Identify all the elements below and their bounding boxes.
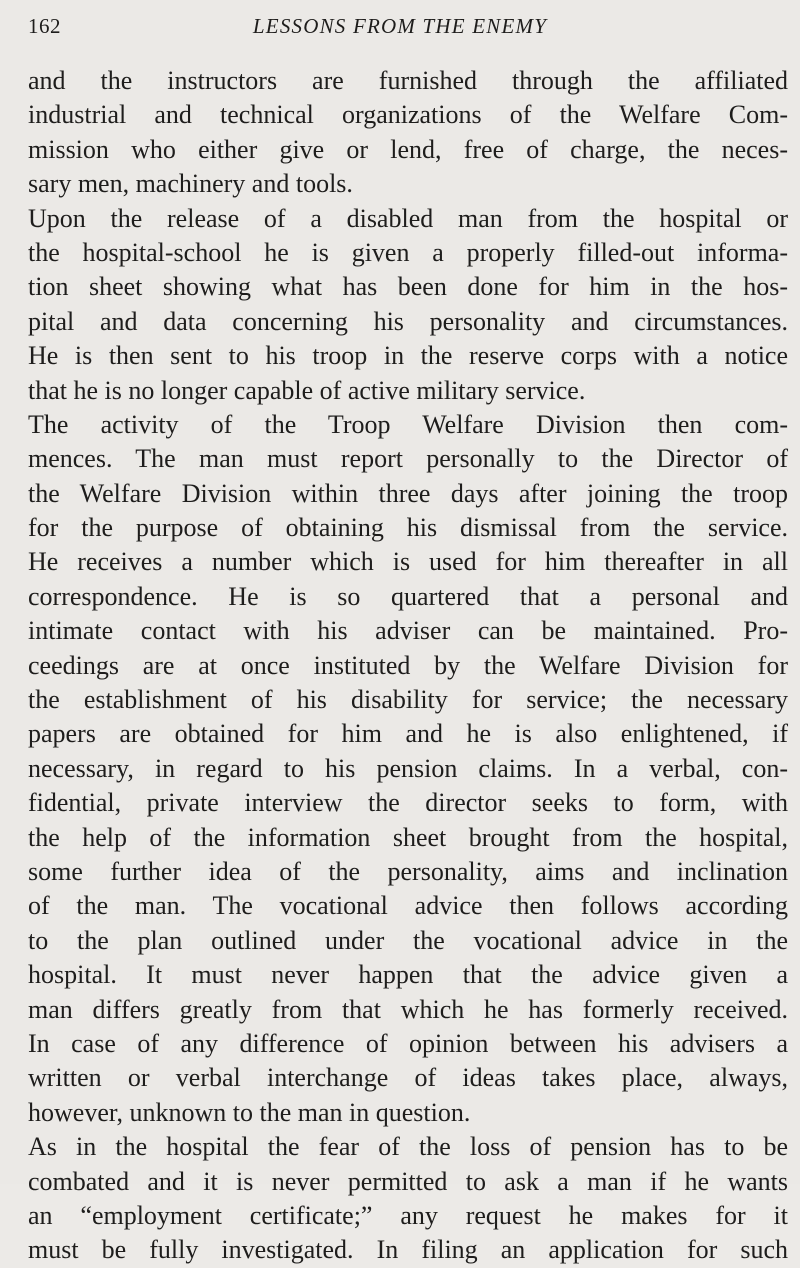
text-line: As in the hospital the fear of the loss of pension has to be (28, 1132, 788, 1162)
text-line: industrial and technical organizations of the Welfare Com- (28, 100, 788, 130)
text-line: ceedings are at once instituted by the Welfare Division for (28, 650, 788, 680)
text-line: sary men, machinery and tools. (28, 169, 353, 199)
text-line: the hospital-school he is given a properly filled-out informa- (28, 237, 788, 267)
text-line: necessary, in regard to his pension claims. In a verbal, con- (28, 753, 788, 783)
text-line: He receives a number which is used for him thereafter in all (28, 547, 788, 577)
text-line: some further idea of the personality, aims and inclination (28, 856, 788, 886)
text-line: for the purpose of obtaining his dismissal from the service. (28, 513, 788, 543)
body-text (28, 64, 788, 1268)
text-line: tion sheet showing what has been done for him in the hos- (28, 272, 788, 302)
text-line: the establishment of his disability for service; the necessary (28, 685, 788, 715)
text-line: correspondence. He is so quartered that a personal and (28, 581, 788, 611)
text-line: the Welfare Division within three days after joining the troop (28, 478, 788, 508)
text-line: intimate contact with his adviser can be maintained. Pro- (28, 616, 788, 646)
text-line: written or verbal interchange of ideas takes place, always, (28, 1063, 788, 1093)
text-line: In case of any difference of opinion between his advisers a (28, 1028, 788, 1058)
text-line: must be fully investigated. In filing an application for such (28, 1235, 788, 1265)
text-line: The activity of the Troop Welfare Division then com- (28, 409, 788, 439)
text-line: an “employment certificate;” any request he makes for it (28, 1200, 788, 1230)
text-line: Upon the release of a disabled man from the hospital or (28, 203, 788, 233)
text-line: of the man. The vocational advice then follows according (28, 891, 788, 921)
text-line: that he is no longer capable of active military service. (28, 375, 586, 405)
page-number: 162 (28, 14, 61, 38)
text-line: fidential, private interview the director seeks to form, with (28, 788, 788, 818)
running-head: LESSONS FROM THE ENEMY (252, 14, 548, 38)
text-line: papers are obtained for him and he is also enlightened, if (28, 719, 788, 749)
text-line: man differs greatly from that which he has formerly received. (28, 994, 788, 1024)
text-line: mission who either give or lend, free of charge, the neces- (28, 134, 788, 164)
text-line: He is then sent to his troop in the reserve corps with a notice (28, 341, 788, 371)
text-line: the help of the information sheet brought from the hospital, (28, 822, 788, 852)
text-line: mences. The man must report personally to the Director of (28, 444, 788, 474)
text-line: combated and it is never permitted to ask a man if he wants (28, 1166, 788, 1196)
text-line: and the instructors are furnished through the affiliated (28, 66, 788, 95)
text-line: hospital. It must never happen that the advice given a (28, 960, 788, 990)
text-line: however, unknown to the man in question. (28, 1097, 471, 1127)
text-line: to the plan outlined under the vocational advice in the (28, 925, 788, 955)
page-header (28, 6, 772, 46)
text-line: pital and data concerning his personality and circumstances. (28, 306, 788, 336)
